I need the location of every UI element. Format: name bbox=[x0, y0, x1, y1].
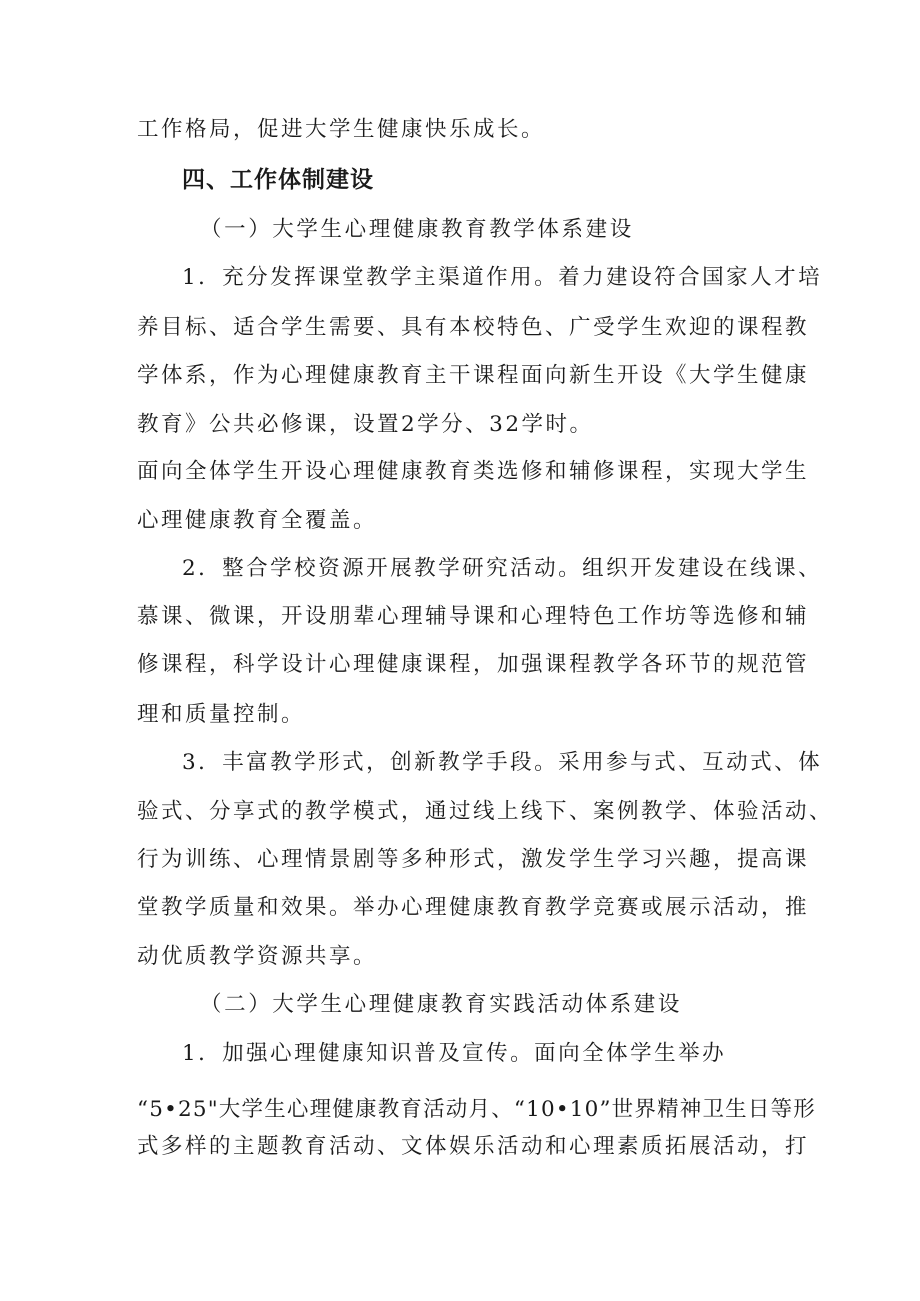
paragraph-line: 验式、分享式的教学模式，通过线上线下、案例教学、体验活动、 bbox=[137, 799, 834, 824]
paragraph-line: 动优质教学资源共享。 bbox=[137, 944, 378, 969]
section-heading: 四、工作体制建设 bbox=[182, 167, 374, 193]
paragraph-line: 慕课、微课，开设朋辈心理辅导课和心理特色工作坊等选修和辅 bbox=[137, 604, 810, 629]
paragraph-line: 理和质量控制。 bbox=[137, 702, 306, 727]
paragraph-line: 工作格局，促进大学生健康快乐成长。 bbox=[137, 117, 546, 142]
paragraph-line: 1．加强心理健康知识普及宣传。面向全体学生举办 bbox=[182, 1041, 727, 1066]
paragraph-line: 式多样的主题教育活动、文体娱乐活动和心理素质拓展活动，打 bbox=[137, 1134, 810, 1159]
paragraph-line: 教育》公共必修课，设置2学分、32学时。 bbox=[137, 412, 594, 437]
paragraph-line: 3．丰富教学形式，创新教学手段。采用参与式、互动式、体 bbox=[182, 750, 823, 775]
paragraph-line: 行为训练、心理情景剧等多种形式，激发学生学习兴趣，提高课 bbox=[137, 847, 810, 872]
subsection-heading: （二）大学生心理健康教育实践活动体系建设 bbox=[200, 992, 683, 1017]
paragraph-line: 修课程，科学设计心理健康课程，加强课程教学各环节的规范管 bbox=[137, 652, 810, 677]
paragraph-line: 学体系，作为心理健康教育主干课程面向新生开设《大学生健康 bbox=[137, 363, 810, 388]
paragraph-line: 养目标、适合学生需要、具有本校特色、广受学生欢迎的课程教 bbox=[137, 315, 810, 340]
paragraph-line: 面向全体学生开设心理健康教育类选修和辅修课程，实现大学生 bbox=[137, 459, 810, 484]
paragraph-line: 1．充分发挥课堂教学主渠道作用。着力建设符合国家人才培 bbox=[182, 265, 823, 290]
subsection-heading: （一）大学生心理健康教育教学体系建设 bbox=[200, 217, 634, 242]
paragraph-line: “5•25"大学生心理健康教育活动月、“10•10”世界精神卫生日等形 bbox=[137, 1097, 816, 1122]
paragraph-line: 2．整合学校资源开展教学研究活动。组织开发建设在线课、 bbox=[182, 556, 823, 581]
paragraph-line: 堂教学质量和效果。举办心理健康教育教学竞赛或展示活动，推 bbox=[137, 895, 810, 920]
paragraph-line: 心理健康教育全覆盖。 bbox=[137, 508, 378, 533]
